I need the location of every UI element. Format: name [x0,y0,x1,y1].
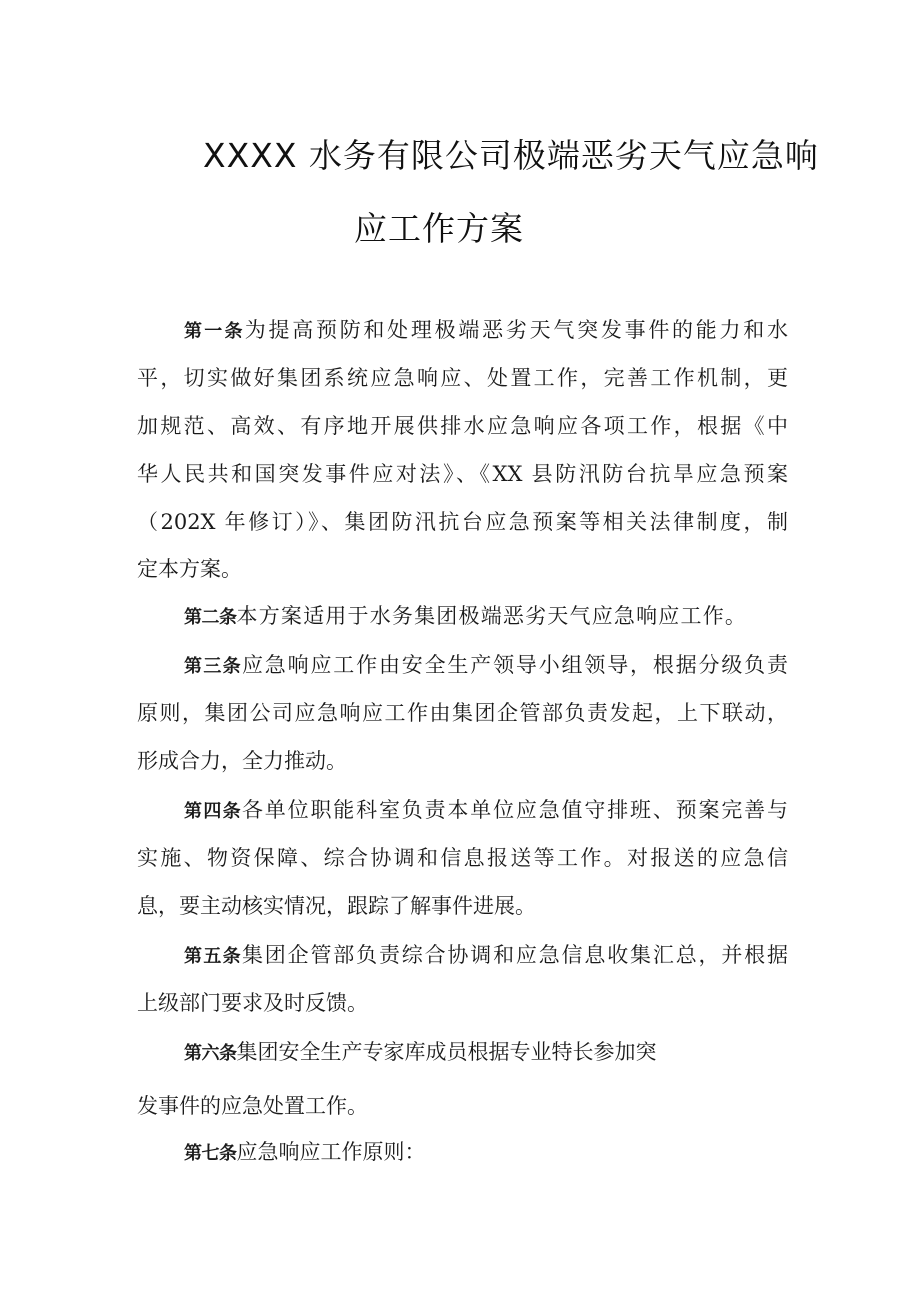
article-1-text-1: 为提高预防和处理极端恶劣天气突发事件的能力和水 [244,318,789,342]
article-5-text-1: 集团企管部负责综合协调和应急信息收集汇总，并根据 [241,943,789,967]
article-3-line-2: 原则，集团公司应急响应工作由集团企管部负责发起，上下联动， [137,701,788,725]
document-title-line-2: 应工作方案 [354,209,524,248]
article-3-line-1 [184,650,788,682]
article-1-line-1 [184,315,788,347]
article-3-text-1: 应急响应工作由安全生产领导小组领导，根据分级负责 [241,653,789,677]
article-6-label: 第六条 [184,1043,237,1064]
article-1-line-5: （202X 年修订）》、集团防汛抗台应急预案等相关法律制度，制 [137,510,788,534]
article-7-label: 第七条 [184,1143,237,1164]
article-5-line-1 [184,940,788,972]
article-6-line-2: 发事件的应急处置工作。 [137,1094,368,1118]
article-1-line-4: 华人民共和国突发事件应对法》、《XX 县防汛防台抗旱应急预案 [137,462,788,486]
article-1-line-6: 定本方案。 [137,557,242,581]
article-3-label: 第三条 [184,656,242,677]
article-3-line-3: 形成合力，全力推动。 [137,749,347,773]
article-5-line-2: 上级部门要求及时反馈。 [137,991,368,1015]
article-2-line-1 [184,601,747,633]
article-1-line-3: 加规范、高效、有序地开展供排水应急响应各项工作，根据《中 [137,414,788,438]
article-7-text-1: 应急响应工作原则： [236,1140,426,1164]
article-6-text-1: 集团安全生产专家库成员根据专业特长参加突 [236,1040,657,1064]
article-4-line-3: 息，要主动核实情况，跟踪了解事件进展。 [137,894,536,918]
article-6-line-1 [184,1037,657,1069]
document-title-line-1: XXXX 水务有限公司极端恶劣天气应急响 [203,136,819,175]
article-4-line-1 [184,795,788,827]
article-2-text-1: 本方案适用于水务集团极端恶劣天气应急响应工作。 [236,604,748,628]
article-1-line-2: 平，切实做好集团系统应急响应、处置工作，完善工作机制，更 [137,366,788,390]
article-4-label: 第四条 [184,801,242,822]
article-4-text-1: 各单位职能科室负责本单位应急值守排班、预案完善与 [241,798,789,822]
article-1-label: 第一条 [184,321,245,342]
article-2-label: 第二条 [184,607,237,628]
article-7-line-1 [184,1137,426,1169]
article-5-label: 第五条 [184,946,242,967]
article-4-line-2: 实施、物资保障、综合协调和信息报送等工作。对报送的应急信 [137,846,788,870]
